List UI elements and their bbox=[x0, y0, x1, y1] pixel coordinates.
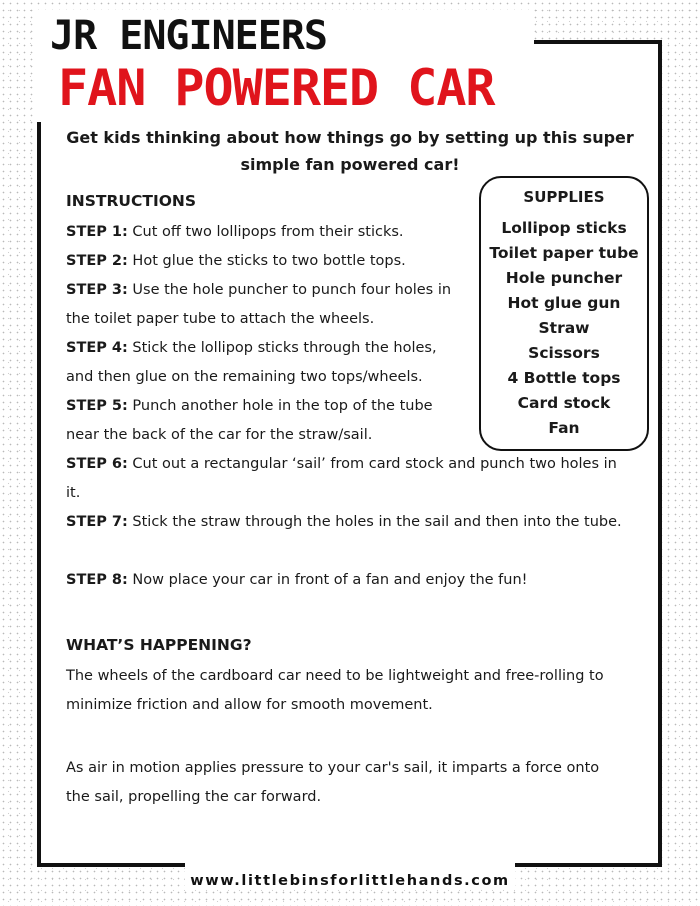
step-text: Punch another hole in the top of the tube near the back of the car for the straw/sail. bbox=[66, 398, 433, 443]
step-text: Hot glue the sticks to two bottle tops. bbox=[132, 253, 406, 269]
supply-item: Fan bbox=[548, 419, 580, 437]
intro-text: Get kids thinking about how things go by setting up this super simple fan powered car! bbox=[66, 128, 634, 174]
happening-paragraph: The wheels of the cardboard car need to be lightweight and free-rolling to minimize friction and allow for smooth movement. bbox=[66, 668, 604, 713]
step-text: Cut off two lollipops from their sticks. bbox=[132, 224, 404, 240]
step-item bbox=[66, 508, 626, 537]
supplies-box bbox=[479, 176, 649, 451]
step-label: STEP 8: bbox=[66, 572, 128, 588]
step-item bbox=[66, 247, 466, 276]
supply-item: Toilet paper tube bbox=[489, 244, 639, 262]
supply-item: Hot glue gun bbox=[507, 294, 621, 312]
title-line-1: JR ENGINEERS bbox=[50, 13, 327, 59]
supplies-list bbox=[481, 216, 647, 441]
supply-item: Scissors bbox=[528, 344, 600, 362]
step-text: Now place your car in front of a fan and enjoy the fun! bbox=[132, 572, 528, 588]
step-item bbox=[66, 276, 466, 334]
step-item bbox=[66, 392, 466, 450]
step-text: Cut out a rectangular ‘sail’ from card stock and punch two holes in it. bbox=[66, 456, 617, 501]
step-text: Stick the straw through the holes in the sail and then into the tube. bbox=[132, 514, 622, 530]
step-item bbox=[66, 218, 466, 247]
step-label: STEP 3: bbox=[66, 282, 128, 298]
happening-heading: WHAT’S HAPPENING? bbox=[66, 636, 252, 654]
step-label: STEP 6: bbox=[66, 456, 128, 472]
step-label: STEP 5: bbox=[66, 398, 128, 414]
supply-item: Lollipop sticks bbox=[501, 219, 627, 237]
footer-url: www.littlebinsforlittlehands.com bbox=[190, 873, 510, 889]
supplies-heading: SUPPLIES bbox=[523, 188, 605, 206]
instructions-heading: INSTRUCTIONS bbox=[66, 192, 197, 210]
step-item bbox=[66, 450, 626, 508]
supply-item: 4 Bottle tops bbox=[507, 369, 621, 387]
step-item bbox=[66, 334, 466, 392]
step-label: STEP 1: bbox=[66, 224, 128, 240]
supply-item: Card stock bbox=[517, 394, 611, 412]
happening-paragraph: As air in motion applies pressure to your car's sail, it imparts a force onto the sail, propelling the car forward. bbox=[66, 760, 600, 805]
title-line-2: FAN POWERED CAR bbox=[58, 59, 495, 117]
supply-item: Hole puncher bbox=[505, 269, 623, 287]
step-label: STEP 2: bbox=[66, 253, 128, 269]
step-text: Use the hole puncher to punch four holes in the toilet paper tube to attach the wheels. bbox=[66, 282, 452, 327]
supply-item: Straw bbox=[538, 319, 590, 337]
step-item bbox=[66, 566, 626, 595]
step-label: STEP 4: bbox=[66, 340, 128, 356]
step-text: Stick the lollipop sticks through the holes, and then glue on the remaining two tops/wheels. bbox=[66, 340, 437, 385]
step-label: STEP 7: bbox=[66, 514, 128, 530]
